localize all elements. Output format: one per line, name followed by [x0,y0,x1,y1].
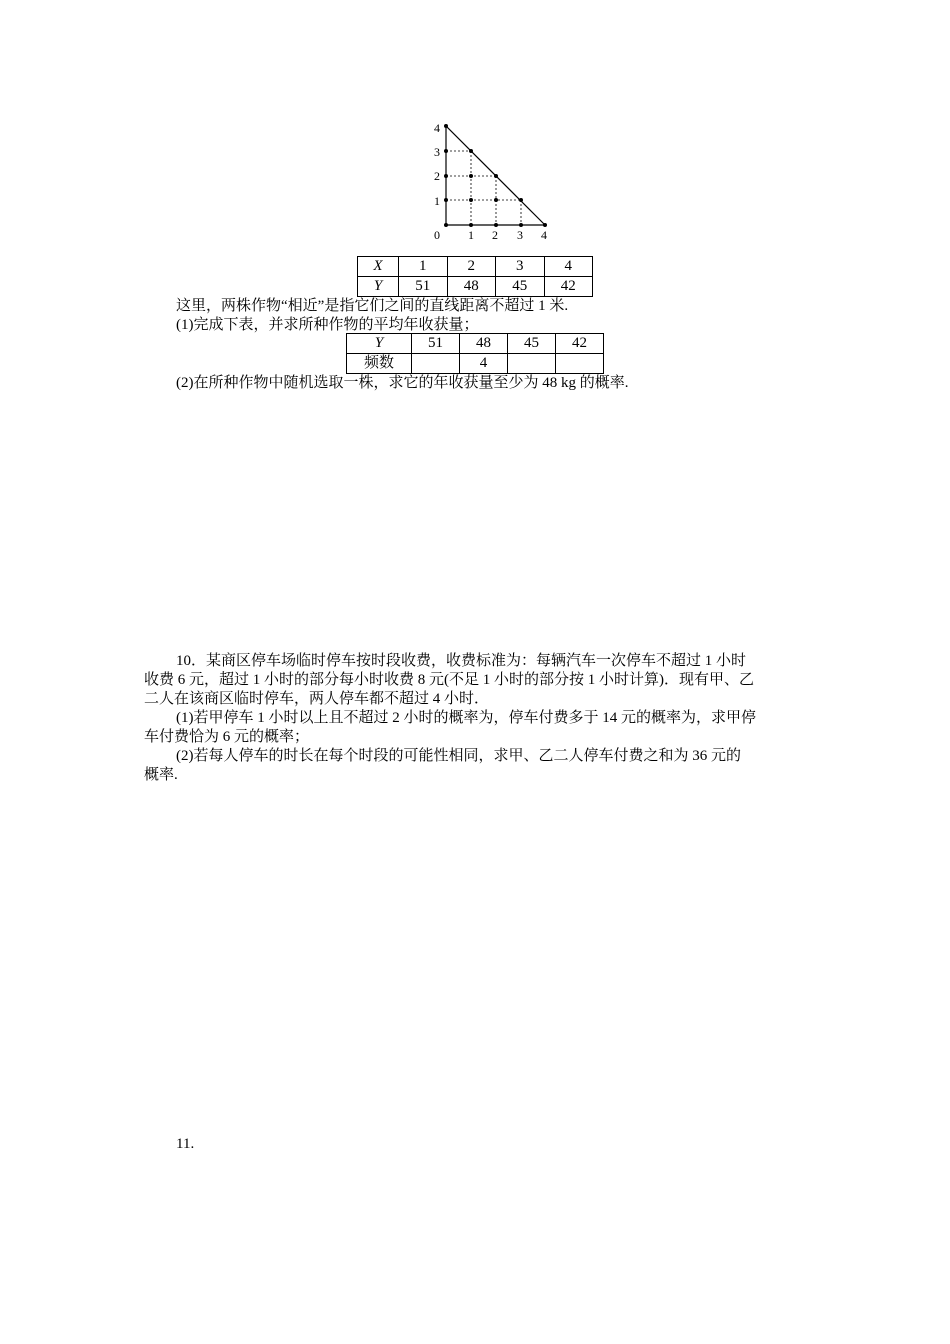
x-tick-label: 1 [468,228,474,242]
table-cell: X [358,257,399,277]
lattice-figure [420,118,560,243]
y-tick-label: 4 [434,121,440,135]
table-cell: 48 [447,277,496,297]
table-cell: 42 [544,277,593,297]
q10-part2-line: 概率. [144,767,178,783]
table-cell [412,354,460,374]
table-cell: 45 [508,334,556,354]
table-cell: 1 [399,257,448,277]
dashed-grid [446,151,521,225]
table-cell: 48 [460,334,508,354]
q10-line: 10．某商区停车场临时停车按时段收费，收费标准为：每辆汽车一次停车不超过 1 小时 [176,653,747,669]
table-cell [508,354,556,374]
question-part-2: (2)在所种作物中随机选取一株，求它的年收获量至少为 48 kg 的概率. [176,375,629,391]
table-cell: 45 [496,277,545,297]
table-cell: 3 [496,257,545,277]
x-tick-label: 3 [517,228,523,242]
x-tick-label: 4 [541,228,547,242]
y-tick-label: 3 [434,145,440,159]
table-row [358,277,593,297]
q10-part2-line: (2)若每人停车的时长在每个时段的可能性相同，求甲、乙二人停车付费之和为 36 元的 [176,748,741,764]
q10-line: 二人在该商区临时停车，两人停车都不超过 4 小时． [144,691,490,707]
table-cell: 42 [556,334,604,354]
y-tick-label: 1 [434,194,440,208]
table-cell: Y [347,334,412,354]
y-tick-label: 2 [434,169,440,183]
q10-part1-line: 车付费恰为 6 元的概率； [144,729,310,745]
table-cell: 4 [544,257,593,277]
table-row [347,334,604,354]
table-row [358,257,593,277]
paragraph-near-definition: 这里，两株作物“相近”是指它们之间的直线距离不超过 1 米. [176,298,569,314]
x-tick-label: 2 [492,228,498,242]
q10-part1-line: (1)若甲停车 1 小时以上且不超过 2 小时的概率为，停车付费多于 14 元的概率为，求甲停 [176,710,756,726]
xy-table [357,256,593,297]
q10-line: 收费 6 元，超过 1 小时的部分每小时收费 8 元(不足 1 小时的部分按 1 小时计算)．现有甲、乙 [144,672,754,688]
table-cell: Y [358,277,399,297]
x-tick-label: 0 [434,228,440,242]
table-cell: 51 [412,334,460,354]
q11-number: 11. [176,1136,195,1152]
table-cell: 2 [447,257,496,277]
table-row [347,354,604,374]
question-part-1: (1)完成下表，并求所种作物的平均年收获量； [176,317,479,333]
table-cell: 51 [399,277,448,297]
frequency-table [346,333,604,374]
table-cell: 4 [460,354,508,374]
table-cell: 频数 [347,354,412,374]
table-cell [556,354,604,374]
